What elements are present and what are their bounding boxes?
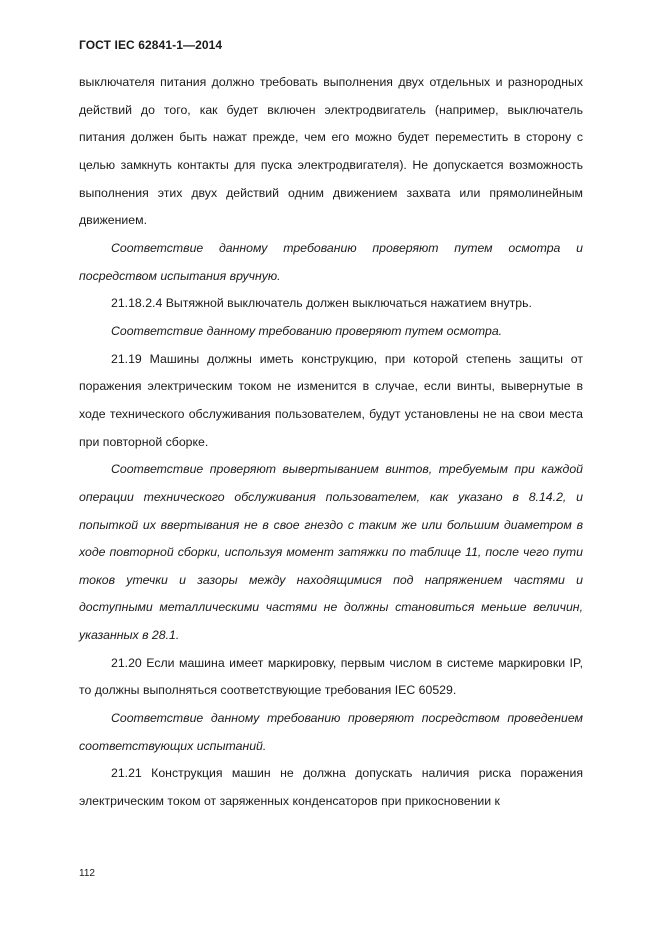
paragraph-clause-21-20: 21.20 Если машина имеет маркировку, первым числом в системе маркировки IP, то должны выполняться соответствующие требования IEC 60529. (79, 655, 583, 698)
paragraph-compliance-tests: Соответствие данному требованию проверяют посредством проведением соответствующих испытаний. (79, 711, 583, 753)
paragraph-clause-21-21: 21.21 Конструкция машин не должна допускать наличия риска поражения электрическим током от заряженных конденсаторов при прикосновении к (79, 766, 583, 809)
document-body (79, 69, 583, 816)
paragraph-compliance-screws: Соответствие проверяют вывертыванием винтов, требуемым при каждой операции технического обслуживания пользователем, как указано в 8.14.2, и попыткой их ввертывания не в свое гнездо с таким же или большим диаметром в ходе повторной сборки, используя момент затяжки по таблице 11, после чего пути токов утечки и зазоры между находящимися под напряжением частями и доступными металлическими частями не должны становиться меньше величин, указанных в 28.1. (79, 462, 583, 643)
paragraph-clause-21-18-2-4: 21.18.2.4 Вытяжной выключатель должен выключаться нажатием внутрь. (111, 296, 532, 311)
page-number: 112 (79, 868, 95, 879)
paragraph-clause-21-19: 21.19 Машины должны иметь конструкцию, при которой степень защиты от поражения электрическим током не изменится в случае, если винты, вывернутые в ходе технического обслуживания пользователем, будут установлены не на свои места при повторной сборке. (79, 351, 583, 449)
paragraph-switch-actions: выключателя питания должно требовать выполнения двух отдельных и разнородных действий до того, как будет включен электродвигатель (например, выключатель питания должен быть нажат прежде, чем его можно будет переместить в сторону с целью замкнуть контакты для пуска электродвигателя). Не допускается возможность выполнения этих двух действий одним движением захвата или прямолинейным движением. (79, 75, 583, 228)
paragraph-compliance-inspection-manual-test: Соответствие данному требованию проверяют путем осмотра и посредством испытания вручную. (79, 240, 583, 283)
document-header: ГОСТ IEC 62841-1—2014 (79, 38, 223, 52)
paragraph-compliance-inspection: Соответствие данному требованию проверяют путем осмотра. (111, 323, 503, 338)
